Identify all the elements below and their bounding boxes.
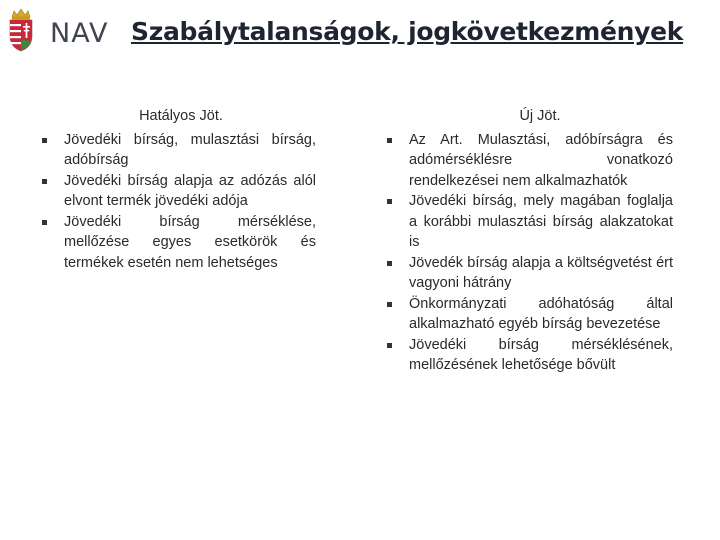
bullet-icon xyxy=(387,199,392,204)
bullet-icon xyxy=(387,302,392,307)
list-item-text: Jövedéki bírság mérséklése, mellőzése egyes esetkörök és termékek esetén nem lehetséges xyxy=(64,213,316,271)
list-item xyxy=(383,335,673,376)
nav-logo xyxy=(4,8,114,56)
left-column-heading: Hatályos Jöt. xyxy=(139,108,223,124)
list-item xyxy=(38,171,316,212)
list-item xyxy=(383,130,673,192)
list-item xyxy=(383,191,673,253)
left-bullet-list xyxy=(38,130,316,274)
bullet-icon xyxy=(387,261,392,266)
list-item-text: Jövedék bírság alapja a költségvetést ért vagyoni hátrány xyxy=(409,254,673,291)
right-bullet-list xyxy=(383,130,673,376)
bullet-icon xyxy=(387,138,392,143)
logo-text: NAV xyxy=(50,18,109,49)
bullet-icon xyxy=(42,138,47,143)
list-item-text: Jövedéki bírság alapja az adózás alól elvont termék jövedéki adója xyxy=(64,172,316,209)
right-column-heading: Új Jöt. xyxy=(519,108,561,124)
list-item-text: Az Art. Mulasztási, adóbírságra és adómérséklésre vonatkozó rendelkezései nem alkalmazhatók xyxy=(409,131,673,189)
list-item xyxy=(383,253,673,294)
page-title: Szabálytalanságok, jogkövetkezmények xyxy=(131,17,684,46)
bullet-icon xyxy=(387,343,392,348)
list-item-text: Jövedéki bírság mérséklésének, mellőzésének lehetősége bővült xyxy=(409,336,673,373)
list-item xyxy=(38,130,316,171)
bullet-icon xyxy=(42,179,47,184)
list-item xyxy=(383,294,673,335)
list-item xyxy=(38,212,316,274)
list-item-text: Jövedéki bírság, mely magában foglalja a korábbi mulasztási bírság alakzatokat is xyxy=(409,193,673,250)
bullet-icon xyxy=(42,220,47,225)
list-item-text: Önkormányzati adóhatóság által alkalmazható egyéb bírság bevezetése xyxy=(409,295,673,332)
right-column xyxy=(383,106,673,376)
list-item-text: Jövedéki bírság, mulasztási bírság, adóbírság xyxy=(64,131,316,168)
hungarian-coat-of-arms-icon xyxy=(4,8,38,52)
left-column xyxy=(38,106,316,273)
